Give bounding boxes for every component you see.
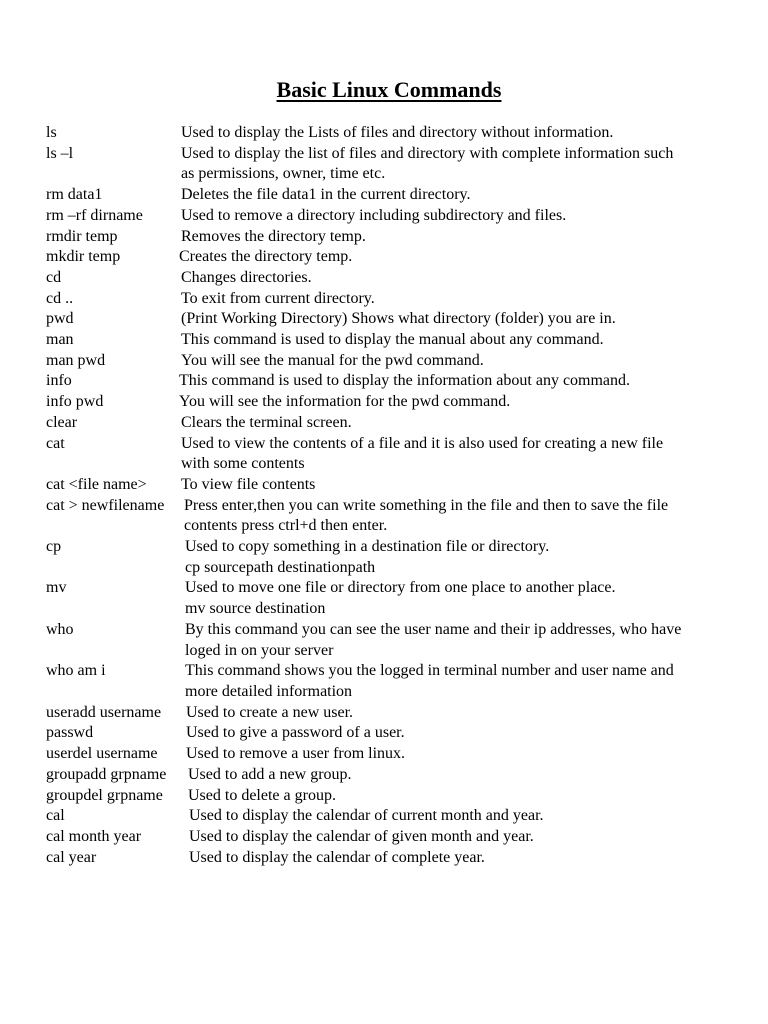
command-entry bbox=[46, 185, 746, 206]
command-name: useradd username bbox=[46, 703, 162, 721]
command-name: man bbox=[46, 331, 74, 349]
command-entry bbox=[46, 289, 746, 310]
command-entry bbox=[46, 786, 746, 807]
description-line: Used to remove a directory including subdirectory and files. bbox=[181, 206, 567, 224]
description-line: Used to display the Lists of files and directory without information. bbox=[181, 124, 614, 141]
description-line: (Print Working Directory) Shows what directory (folder) you are in. bbox=[181, 310, 616, 328]
description-line: mv source destination bbox=[185, 600, 326, 618]
command-name: mkdir temp bbox=[46, 248, 121, 266]
command-name: userdel username bbox=[46, 745, 158, 763]
command-description bbox=[181, 309, 746, 330]
command-entry bbox=[46, 227, 746, 248]
command-entry bbox=[46, 413, 746, 434]
command-description bbox=[181, 330, 746, 351]
command-entry bbox=[46, 351, 746, 372]
command-name: rm data1 bbox=[46, 186, 103, 204]
command-name: cp bbox=[46, 538, 62, 556]
description-line: Changes directories. bbox=[181, 268, 312, 286]
command-description bbox=[185, 537, 746, 578]
command-description bbox=[186, 744, 746, 765]
command-name: cal year bbox=[46, 848, 97, 866]
command-name: info bbox=[46, 372, 72, 390]
command-name: passwd bbox=[46, 724, 94, 742]
description-line: This command is used to display the manual about any command. bbox=[181, 331, 604, 349]
command-entry bbox=[46, 309, 746, 330]
command-name: rmdir temp bbox=[46, 227, 118, 245]
description-line: To exit from current directory. bbox=[181, 289, 375, 307]
command-name: who am i bbox=[46, 662, 106, 680]
description-line: as permissions, owner, time etc. bbox=[181, 165, 386, 183]
command-name: info pwd bbox=[46, 393, 104, 411]
command-name: mv bbox=[46, 579, 67, 597]
command-entry bbox=[46, 620, 746, 661]
description-line: Used to display the calendar of current month and year. bbox=[189, 807, 544, 825]
command-description bbox=[181, 475, 746, 496]
command-entry bbox=[46, 371, 746, 392]
command-description bbox=[181, 351, 746, 372]
command-name: cd bbox=[46, 268, 62, 286]
description-line: This command shows you the logged in terminal number and user name and bbox=[185, 662, 674, 680]
command-name: cat > newfilename bbox=[46, 496, 165, 514]
description-line: Used to view the contents of a file and it is also used for creating a new file bbox=[181, 434, 664, 452]
command-entry bbox=[46, 330, 746, 351]
command-description bbox=[181, 289, 746, 310]
command-list bbox=[46, 123, 746, 868]
command-name: pwd bbox=[46, 310, 74, 328]
description-line: loged in on your server bbox=[185, 641, 334, 659]
description-line: Deletes the file data1 in the current directory. bbox=[181, 186, 471, 204]
command-description bbox=[189, 806, 746, 827]
command-entry bbox=[46, 578, 746, 619]
command-name: ls bbox=[46, 124, 57, 141]
command-description bbox=[179, 371, 746, 392]
command-description bbox=[189, 848, 746, 869]
description-line: You will see the information for the pwd command. bbox=[179, 393, 511, 411]
command-name: ls –l bbox=[46, 144, 74, 162]
command-description bbox=[179, 392, 746, 413]
command-description bbox=[188, 786, 746, 807]
description-line: To view file contents bbox=[181, 475, 316, 493]
command-description bbox=[185, 620, 746, 661]
command-name: cat <file name> bbox=[46, 475, 147, 493]
command-description bbox=[181, 185, 746, 206]
command-entry bbox=[46, 765, 746, 786]
description-line: Used to display the calendar of given month and year. bbox=[189, 827, 534, 845]
command-name: cd .. bbox=[46, 289, 74, 307]
command-entry bbox=[46, 723, 746, 744]
command-description bbox=[181, 206, 746, 227]
command-entry bbox=[46, 434, 746, 475]
command-entry bbox=[46, 247, 746, 268]
command-name: cat bbox=[46, 434, 65, 452]
description-line: Used to add a new group. bbox=[188, 765, 352, 783]
command-description bbox=[181, 123, 746, 144]
command-name: man pwd bbox=[46, 351, 106, 369]
command-entry bbox=[46, 848, 746, 869]
command-description bbox=[188, 765, 746, 786]
description-line: Used to remove a user from linux. bbox=[186, 745, 406, 763]
command-description bbox=[185, 578, 746, 619]
description-line: Used to create a new user. bbox=[186, 703, 354, 721]
command-name: cal month year bbox=[46, 827, 142, 845]
command-entry bbox=[46, 123, 746, 144]
command-name: cal bbox=[46, 807, 65, 825]
command-entry bbox=[46, 496, 746, 537]
description-line: Press enter,then you can write something in the file and then to save the file bbox=[184, 496, 669, 514]
description-line: Used to display the calendar of complete year. bbox=[189, 848, 485, 866]
description-line: Used to move one file or directory from one place to another place. bbox=[185, 579, 616, 597]
description-line: By this command you can see the user name and their ip addresses, who have bbox=[185, 620, 682, 638]
command-entry bbox=[46, 206, 746, 227]
command-description bbox=[185, 661, 746, 702]
command-description bbox=[189, 827, 746, 848]
command-name: groupadd grpname bbox=[46, 765, 167, 783]
description-line: with some contents bbox=[181, 455, 305, 473]
command-description bbox=[184, 496, 746, 537]
description-line: Used to give a password of a user. bbox=[186, 724, 405, 742]
command-description bbox=[181, 268, 746, 289]
command-description bbox=[181, 144, 746, 185]
description-line: You will see the manual for the pwd command. bbox=[181, 351, 484, 369]
description-line: cp sourcepath destinationpath bbox=[185, 558, 376, 576]
command-description bbox=[181, 413, 746, 434]
description-line: contents press ctrl+d then enter. bbox=[184, 517, 388, 535]
description-line: Used to delete a group. bbox=[188, 786, 336, 804]
command-entry bbox=[46, 744, 746, 765]
command-entry bbox=[46, 268, 746, 289]
page-title: Basic Linux Commands bbox=[276, 77, 502, 102]
command-name: groupdel grpname bbox=[46, 786, 163, 804]
command-entry bbox=[46, 827, 746, 848]
command-entry bbox=[46, 703, 746, 724]
description-line: Used to display the list of files and directory with complete information such bbox=[181, 144, 674, 162]
description-line: Used to copy something in a destination file or directory. bbox=[185, 538, 550, 556]
command-description bbox=[179, 247, 746, 268]
command-name: who bbox=[46, 620, 74, 638]
command-entry bbox=[46, 144, 746, 185]
command-entry bbox=[46, 661, 746, 702]
command-description bbox=[186, 703, 746, 724]
command-description bbox=[181, 434, 746, 475]
command-entry bbox=[46, 392, 746, 413]
command-entry bbox=[46, 806, 746, 827]
command-entry bbox=[46, 537, 746, 578]
description-line: Removes the directory temp. bbox=[181, 227, 366, 245]
command-description bbox=[186, 723, 746, 744]
description-line: more detailed information bbox=[185, 682, 353, 700]
command-description bbox=[181, 227, 746, 248]
description-line: Creates the directory temp. bbox=[179, 248, 353, 266]
description-line: This command is used to display the information about any command. bbox=[179, 372, 631, 390]
command-name: rm –rf dirname bbox=[46, 206, 143, 224]
description-line: Clears the terminal screen. bbox=[181, 413, 352, 431]
command-name: clear bbox=[46, 413, 78, 431]
command-entry bbox=[46, 475, 746, 496]
